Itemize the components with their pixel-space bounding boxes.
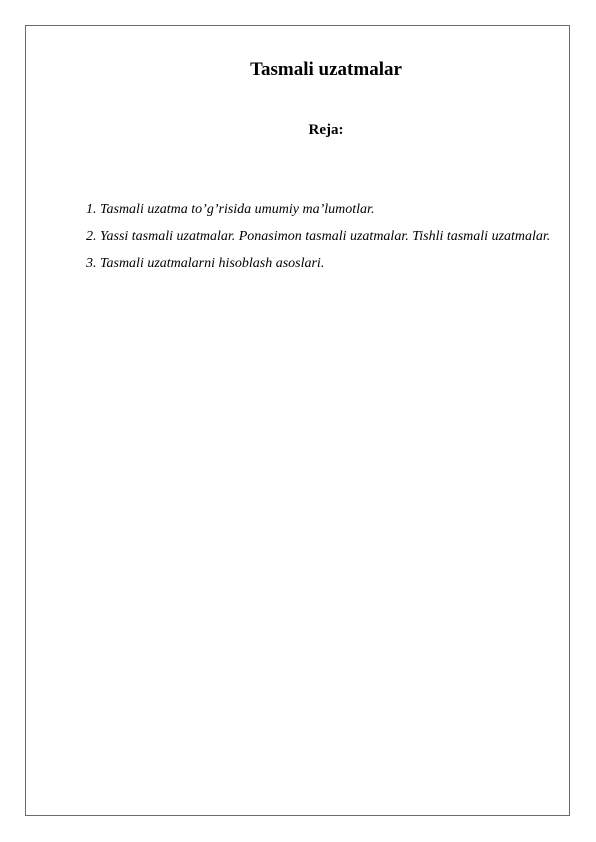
plan-list bbox=[86, 196, 556, 277]
plan-item: 1. Tasmali uzatma to’g’risida umumiy ma’lumotlar. bbox=[86, 202, 375, 217]
plan-item: 3. Tasmali uzatmalarni hisoblash asoslari. bbox=[86, 256, 325, 271]
page-border bbox=[25, 25, 570, 816]
plan-heading: Reja: bbox=[308, 122, 344, 138]
document-title: Tasmali uzatmalar bbox=[250, 59, 402, 80]
plan-item: 2. Yassi tasmali uzatmalar. Ponasimon tasmali uzatmalar. Tishli tasmali uzatmalar. bbox=[86, 229, 551, 244]
